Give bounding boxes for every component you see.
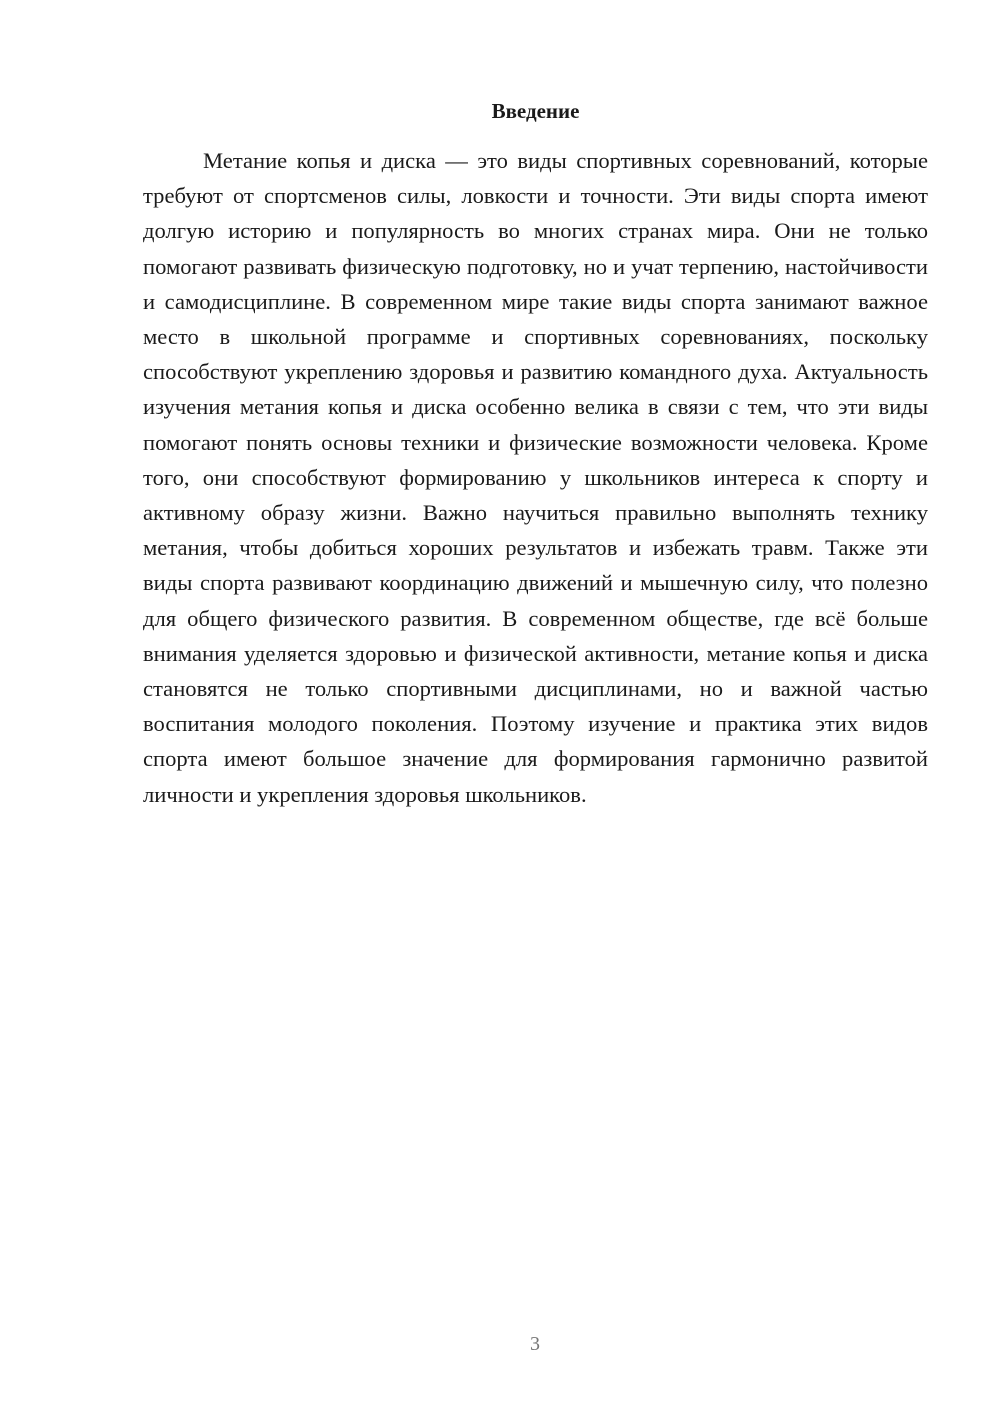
page-number: 3 [530,1333,540,1355]
body-paragraph: Метание копья и диска — это виды спортивных соревнований, которые требуют от спортсменов силы, ловкости и точности. Эти виды спорта имеют долгую историю и популярность во многих странах мира. Они не только помогают развивать физическую подготовку, но и учат терпению, настойчивости и самодисциплине. В современном мире такие виды спорта занимают важное место в школьной программе и спортивных соревнованиях, поскольку способствуют укреплению здоровья и развитию командного духа. Актуальность изучения метания копья и диска особенно велика в связи с тем, что эти виды помогают понять основы техники и физические возможности человека. Кроме того, они способствуют формированию у школьников интереса к спорту и активному образу жизни. Важно научиться правильно выполнять технику метания, чтобы добиться хороших результатов и избежать травм. Также эти виды спорта развивают координацию движений и мышечную силу, что полезно для общего физического развития. В современном обществе, где всё больше внимания уделяется здоровью и физической активности, метание копья и диска становятся не только спортивными дисциплинами, но и важной частью воспитания молодого поколения. Поэтому изучение и практика этих видов спорта имеют большое значение для формирования гармонично развитой личности и укрепления здоровья школьников. [143,148,928,807]
page-title: Введение [491,99,580,123]
